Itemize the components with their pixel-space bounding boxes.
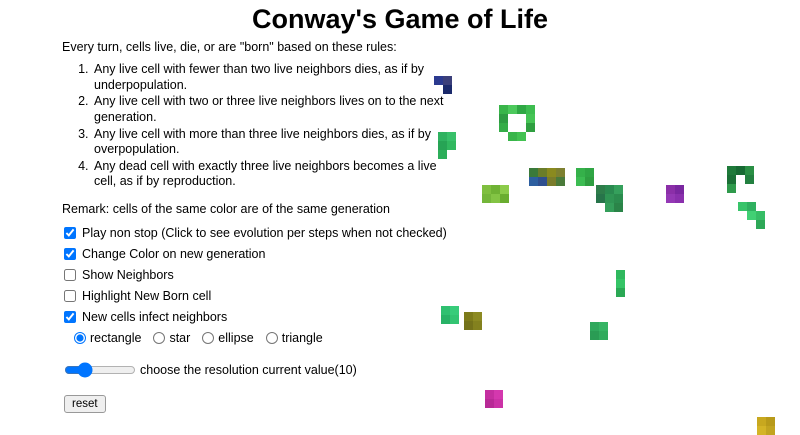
life-cell[interactable] xyxy=(529,168,538,177)
life-cell[interactable] xyxy=(526,123,535,132)
option-change-color[interactable] xyxy=(62,247,462,261)
shape-radio-group[interactable] xyxy=(74,331,462,345)
rule-item: 2. Any live cell with two or three live neighbors lives on to the next generation. xyxy=(92,94,462,125)
life-cell[interactable] xyxy=(464,321,473,330)
life-cell[interactable] xyxy=(614,203,623,212)
life-cell[interactable] xyxy=(500,185,509,194)
reset-row xyxy=(64,395,462,413)
change-color-label: Change Color on new generation xyxy=(82,247,266,261)
life-cell[interactable] xyxy=(738,202,747,211)
life-cell[interactable] xyxy=(616,288,625,297)
life-cell[interactable] xyxy=(747,211,756,220)
infect-neighbors-checkbox[interactable] xyxy=(64,311,76,323)
option-show-neighbors[interactable] xyxy=(62,268,462,282)
rule-item: 1. Any live cell with fewer than two live neighbors dies, as if by underpopulation. xyxy=(92,62,462,93)
option-highlight-new-born[interactable] xyxy=(62,289,462,303)
life-cell[interactable] xyxy=(590,322,599,331)
life-cell[interactable] xyxy=(526,105,535,114)
rules-list xyxy=(62,62,462,190)
controls-column xyxy=(62,40,462,413)
shape-option-rectangle[interactable] xyxy=(74,331,141,345)
life-cell[interactable] xyxy=(599,322,608,331)
life-cell[interactable] xyxy=(494,399,503,408)
life-cell[interactable] xyxy=(556,177,565,186)
life-cell[interactable] xyxy=(547,177,556,186)
life-cell[interactable] xyxy=(727,175,736,184)
life-cell[interactable] xyxy=(736,166,745,175)
life-cell[interactable] xyxy=(485,390,494,399)
highlight-new-born-checkbox[interactable] xyxy=(64,290,76,302)
life-cell[interactable] xyxy=(517,132,526,141)
life-cell[interactable] xyxy=(757,426,766,435)
ellipse-label: ellipse xyxy=(218,331,254,345)
life-cell[interactable] xyxy=(499,105,508,114)
life-cell[interactable] xyxy=(538,168,547,177)
life-cell[interactable] xyxy=(547,168,556,177)
life-cell[interactable] xyxy=(596,194,605,203)
life-cell[interactable] xyxy=(757,417,766,426)
resolution-slider[interactable] xyxy=(64,364,136,376)
life-cell[interactable] xyxy=(499,114,508,123)
rectangle-label: rectangle xyxy=(90,331,142,345)
life-cell[interactable] xyxy=(491,194,500,203)
life-cell[interactable] xyxy=(576,168,585,177)
life-cell[interactable] xyxy=(616,270,625,279)
life-cell[interactable] xyxy=(766,426,775,435)
life-cell[interactable] xyxy=(526,114,535,123)
content-area xyxy=(0,40,800,433)
life-cell[interactable] xyxy=(517,105,526,114)
life-cell[interactable] xyxy=(727,184,736,193)
life-cell[interactable] xyxy=(745,166,754,175)
reset-button[interactable]: reset xyxy=(64,395,106,413)
rectangle-radio[interactable] xyxy=(74,332,86,344)
life-cell[interactable] xyxy=(508,105,517,114)
ellipse-radio[interactable] xyxy=(202,332,214,344)
life-cell[interactable] xyxy=(666,194,675,203)
life-cell[interactable] xyxy=(756,220,765,229)
life-cell[interactable] xyxy=(605,194,614,203)
life-cell[interactable] xyxy=(614,194,623,203)
resolution-control[interactable] xyxy=(64,363,462,377)
life-cell[interactable] xyxy=(756,211,765,220)
intro-text: Every turn, cells live, die, or are "born" based on these rules: xyxy=(62,40,397,54)
life-cell[interactable] xyxy=(485,399,494,408)
remark-text: Remark: cells of the same color are of the same generation xyxy=(62,202,390,216)
life-cell[interactable] xyxy=(599,331,608,340)
option-play-non-stop[interactable] xyxy=(62,226,462,240)
life-cell[interactable] xyxy=(596,185,605,194)
life-cell[interactable] xyxy=(616,279,625,288)
life-cell[interactable] xyxy=(614,185,623,194)
life-cell[interactable] xyxy=(747,202,756,211)
shape-option-triangle[interactable] xyxy=(266,331,323,345)
rule-item: 3. Any live cell with more than three live neighbors dies, as if by overpopulation. xyxy=(92,127,462,158)
shape-option-star[interactable] xyxy=(153,331,190,345)
life-cell[interactable] xyxy=(766,417,775,426)
life-cell[interactable] xyxy=(529,177,538,186)
life-cell[interactable] xyxy=(482,194,491,203)
life-cell[interactable] xyxy=(538,177,547,186)
page-title: Conway's Game of Life xyxy=(252,4,548,34)
life-cell[interactable] xyxy=(576,177,585,186)
life-cell[interactable] xyxy=(491,185,500,194)
life-cell[interactable] xyxy=(508,132,517,141)
shape-option-ellipse[interactable] xyxy=(202,331,253,345)
life-cell[interactable] xyxy=(727,166,736,175)
star-radio[interactable] xyxy=(153,332,165,344)
life-cell[interactable] xyxy=(675,194,684,203)
life-cell[interactable] xyxy=(585,177,594,186)
triangle-label: triangle xyxy=(281,331,323,345)
life-cell[interactable] xyxy=(605,185,614,194)
highlight-new-born-label: Highlight New Born cell xyxy=(82,289,212,303)
infect-neighbors-label: New cells infect neighbors xyxy=(82,310,228,324)
life-cell[interactable] xyxy=(666,185,675,194)
change-color-checkbox[interactable] xyxy=(64,248,76,260)
life-cell[interactable] xyxy=(590,331,599,340)
play-non-stop-label: Play non stop (Click to see evolution per steps when not checked) xyxy=(82,226,447,240)
life-cell[interactable] xyxy=(675,185,684,194)
show-neighbors-label: Show Neighbors xyxy=(82,268,174,282)
life-cell[interactable] xyxy=(605,203,614,212)
star-label: star xyxy=(169,331,191,345)
life-cell[interactable] xyxy=(745,175,754,184)
rule-item: 4. Any dead cell with exactly three live neighbors becomes a live cell, as if by reproduction. xyxy=(92,159,462,190)
life-cell[interactable] xyxy=(499,123,508,132)
life-cell[interactable] xyxy=(464,312,473,321)
life-cell[interactable] xyxy=(482,185,491,194)
life-cell[interactable] xyxy=(494,390,503,399)
triangle-radio[interactable] xyxy=(266,332,278,344)
option-infect-neighbors[interactable] xyxy=(62,310,462,324)
life-cell[interactable] xyxy=(585,168,594,177)
play-non-stop-checkbox[interactable] xyxy=(64,227,76,239)
life-cell[interactable] xyxy=(473,321,482,330)
show-neighbors-checkbox[interactable] xyxy=(64,269,76,281)
life-cell[interactable] xyxy=(473,312,482,321)
life-cell[interactable] xyxy=(500,194,509,203)
life-cell[interactable] xyxy=(556,168,565,177)
resolution-label: choose the resolution current value(10) xyxy=(140,363,357,377)
